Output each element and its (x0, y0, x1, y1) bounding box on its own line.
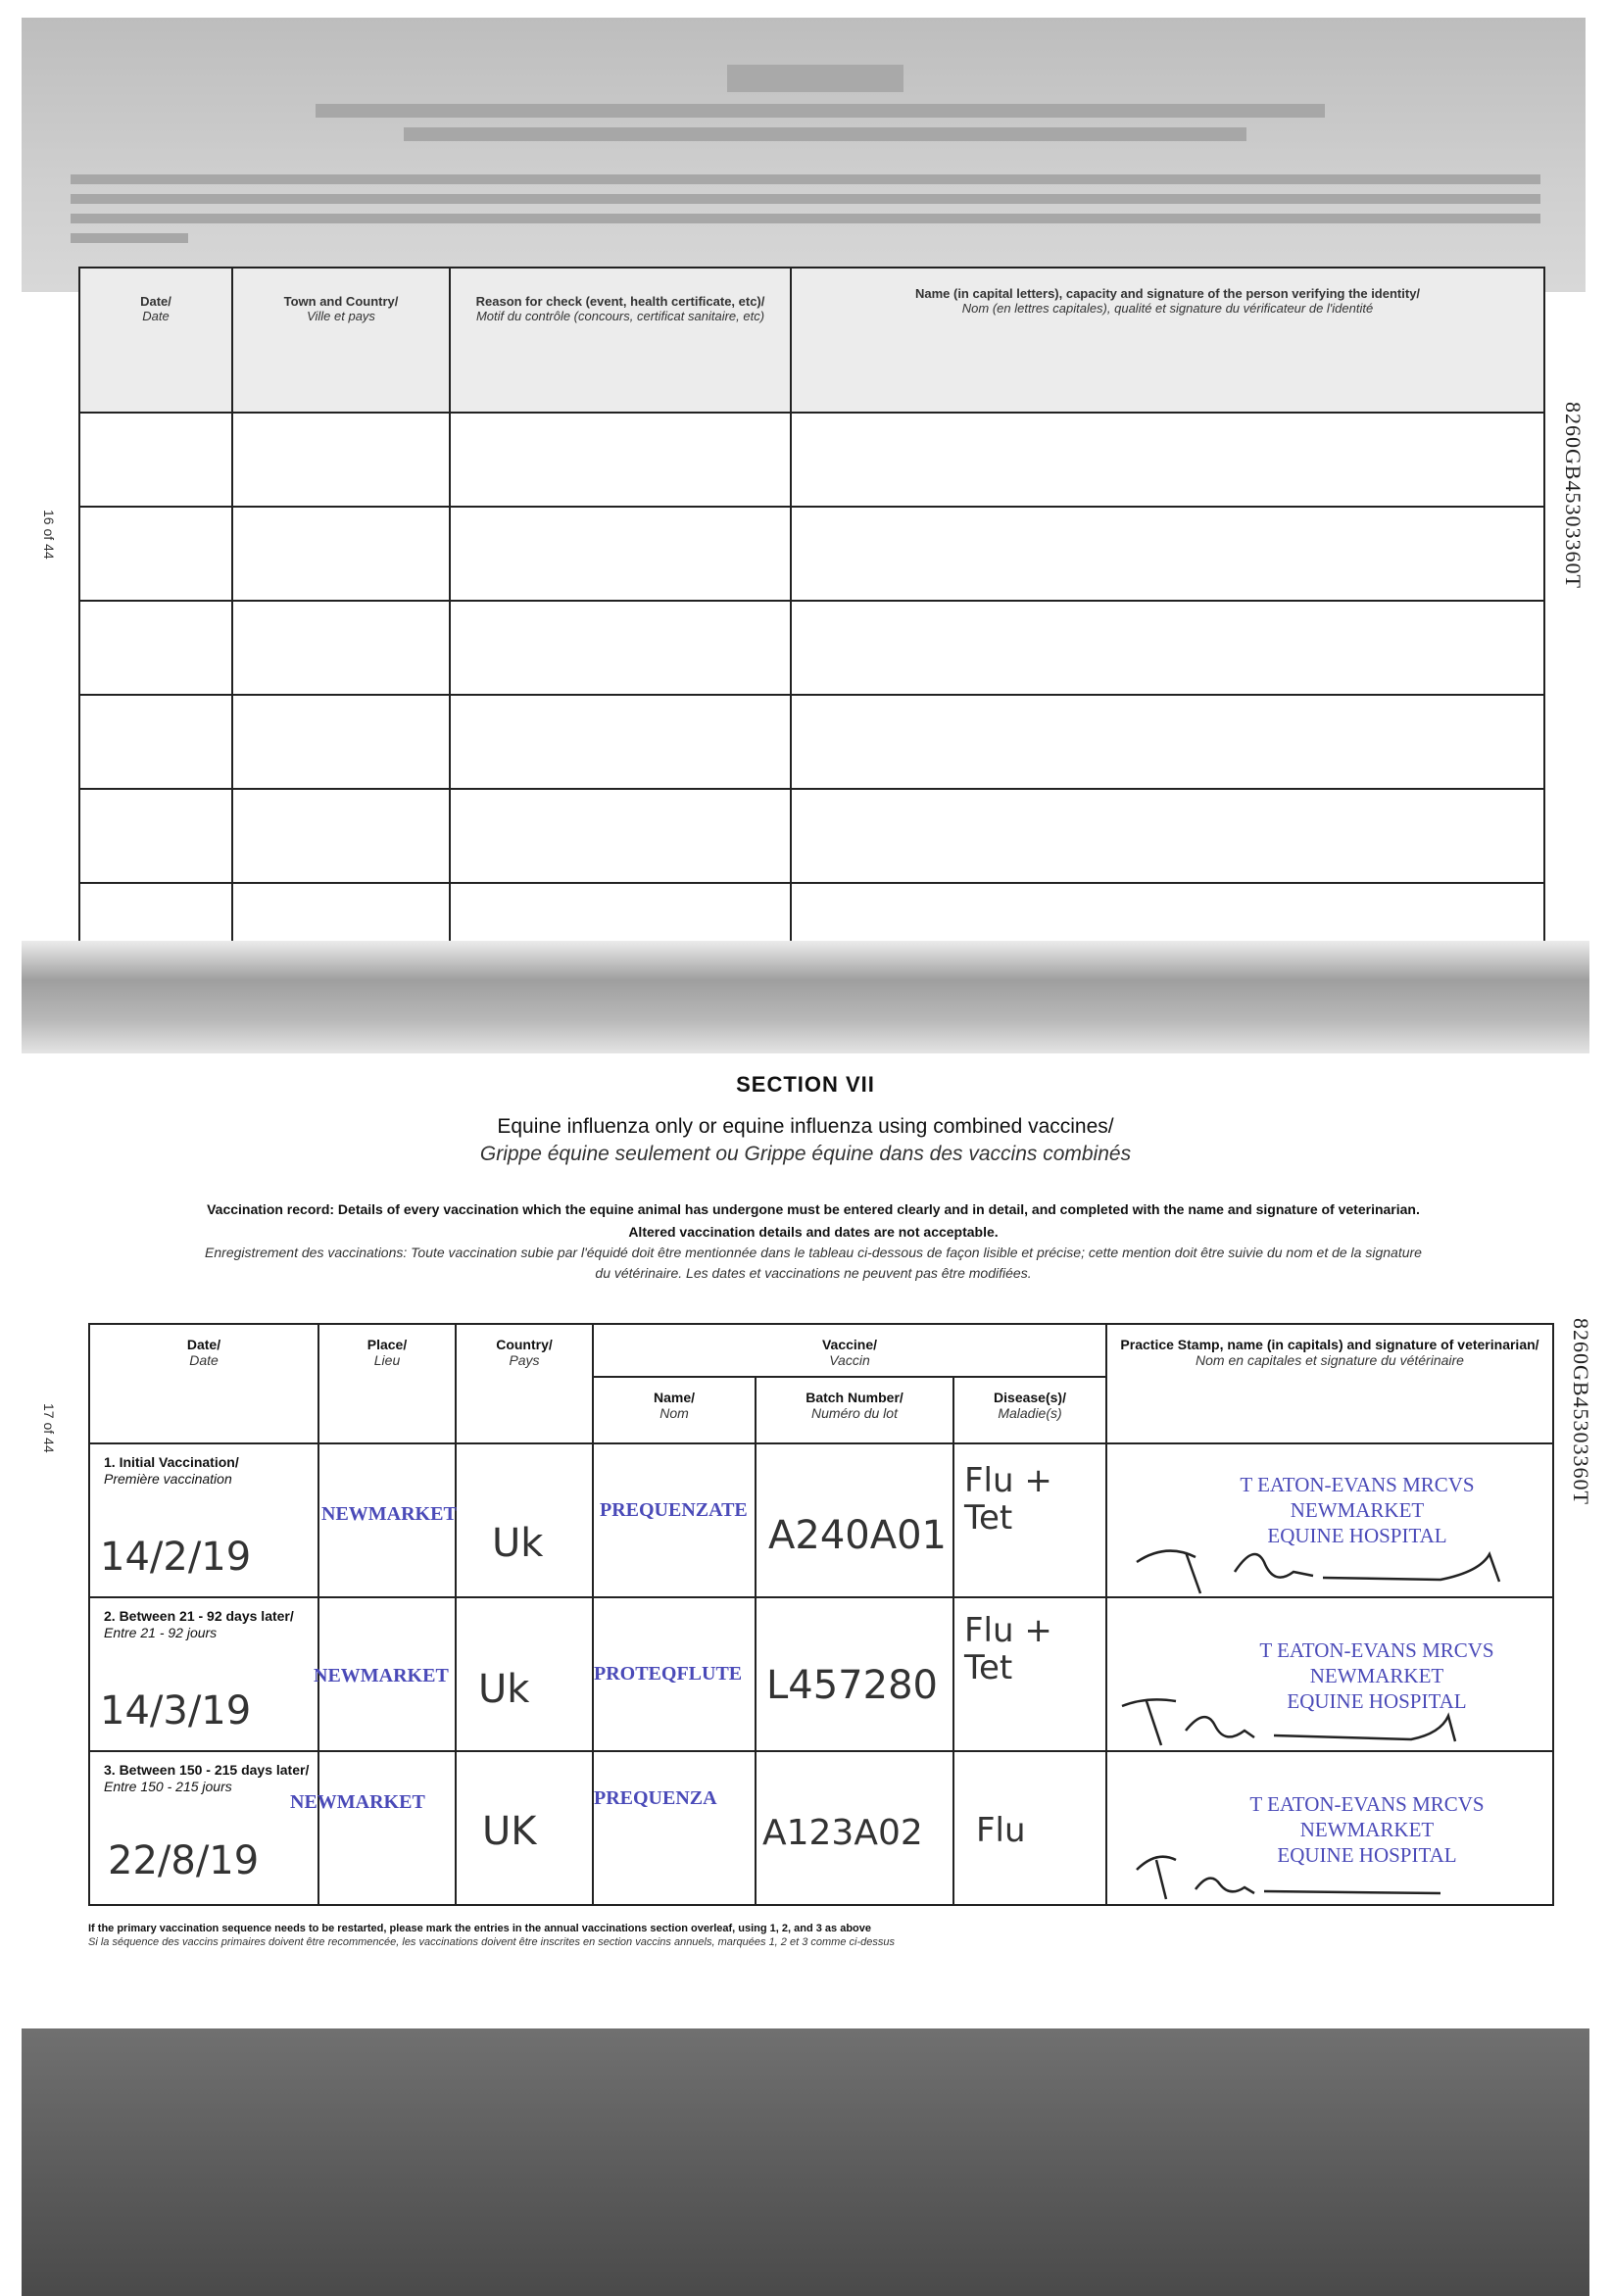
cell-country (456, 1751, 593, 1905)
vet-signature (1117, 1840, 1529, 1904)
cell-batch (756, 1597, 953, 1751)
bottom-dark-band (22, 2028, 1589, 2296)
table-row (79, 413, 1544, 507)
header-disease: Disease(s)/ Maladie(s) (953, 1377, 1106, 1443)
table-row (79, 695, 1544, 789)
cell-date: 3. Between 150 - 215 days later/ Entre 150 - 215 jours 22/8/19 (89, 1751, 318, 1905)
header-vaccine-name: Name/ Nom (593, 1377, 756, 1443)
section-subtitle-fr: Grippe équine seulement ou Grippe équine dans des vaccins combinés (479, 1143, 1132, 1165)
header-batch-number: Batch Number/ Numéro du lot (756, 1377, 953, 1443)
instructions-en: Vaccination record: Details of every vaccination which the equine animal has undergone must be entered clearly and in detail, and completed with the name and signature of veterinarian. (207, 1201, 1420, 1217)
obscured-line (404, 127, 1246, 141)
handwritten-disease: Flu (976, 1811, 1026, 1850)
top-gray-band (22, 18, 1586, 292)
cell-place (290, 1751, 456, 1905)
cell-batch (756, 1751, 953, 1905)
cell-vaccine-name (593, 1751, 756, 1905)
page-number-top: 16 of 44 (41, 510, 57, 560)
handwritten-batch: A123A02 (762, 1813, 923, 1853)
vaccine-stamp: PREQUENZA (594, 1787, 717, 1809)
section-header-obscured (727, 65, 903, 92)
table-row (89, 1443, 1553, 1597)
handwritten-batch: A240A01 (768, 1513, 947, 1558)
header-reason: Reason for check (event, health certificate, etc)/ Motif du contrôle (concours, certificat sanitaire, etc) (450, 268, 791, 413)
cell-country (456, 1443, 593, 1597)
handwritten-date: 14/3/19 (100, 1688, 252, 1734)
header-place: Place/ Lieu (318, 1324, 456, 1443)
place-stamp: NEWMARKET (290, 1791, 425, 1813)
mid-gray-band (22, 941, 1589, 1053)
cell-disease (953, 1597, 1106, 1751)
footnote-fr: Si la séquence des vaccins primaires doivent être recommencée, les vaccinations doivent être inscrites en section vaccins annuels, marquées 1, 2 et 3 comme ci-dessus (88, 1936, 895, 1948)
header-vaccine: Vaccine/ Vaccin (593, 1324, 1106, 1377)
header-practice-stamp: Practice Stamp, name (in capitals) and signature of veterinarian/ Nom en capitales et signature du vétérinaire (1106, 1324, 1553, 1443)
cell-practice-stamp (1106, 1597, 1553, 1751)
vet-signature (1117, 1677, 1529, 1750)
handwritten-country: Uk (478, 1667, 530, 1712)
instructions-fr-2: du vétérinaire. Les dates et vaccinations ne peuvent pas être modifiées. (595, 1265, 1032, 1281)
obscured-line (71, 194, 1540, 204)
cell-disease (953, 1443, 1106, 1597)
cell-disease (953, 1751, 1106, 1905)
handwritten-disease: Flu + Tet (964, 1461, 1052, 1538)
header-country: Country/ Pays (456, 1324, 593, 1443)
instructions-en-2: Altered vaccination details and dates are not acceptable. (628, 1224, 999, 1240)
table-row (89, 1751, 1553, 1905)
section-subtitle-en: Equine influenza only or equine influenza using combined vaccines/ (497, 1115, 1114, 1138)
page-number-bottom: 17 of 44 (41, 1403, 57, 1453)
cell-practice-stamp (1106, 1751, 1553, 1905)
handwritten-batch: L457280 (766, 1663, 938, 1708)
cell-date: 1. Initial Vaccination/ Première vaccination 14/2/19 (89, 1443, 318, 1597)
vet-stamp: T EATON-EVANS MRCVS NEWMARKET EQUINE HOSPITAL (1240, 1473, 1475, 1547)
obscured-line (71, 233, 188, 243)
handwritten-date: 22/8/19 (108, 1838, 260, 1883)
cell-vaccine-name (593, 1443, 756, 1597)
section-title: SECTION VII (736, 1072, 875, 1097)
vaccine-stamp: PROTEQFLUTE (594, 1663, 743, 1685)
obscured-line (71, 174, 1540, 184)
vaccination-table (88, 1323, 1554, 1906)
vaccine-stamp: PREQUENZATE (600, 1499, 748, 1521)
table-row (79, 601, 1544, 695)
cell-vaccine-name (593, 1597, 756, 1751)
cell-practice-stamp (1106, 1443, 1553, 1597)
identity-check-table (78, 267, 1545, 978)
handwritten-country: Uk (492, 1521, 544, 1566)
side-code-bottom: 8260GB45303360T (1569, 1318, 1593, 1505)
header-date: Date/ Date (79, 268, 232, 413)
table-row (79, 507, 1544, 601)
place-stamp: NEWMARKET (314, 1665, 449, 1686)
obscured-line (71, 214, 1540, 223)
handwritten-disease: Flu + Tet (964, 1611, 1052, 1687)
table-row (79, 789, 1544, 883)
vet-stamp: T EATON-EVANS MRCVS NEWMARKET EQUINE HOSPITAL (1259, 1638, 1494, 1713)
cell-date: 2. Between 21 - 92 days later/ Entre 21 - 92 jours 14/3/19 (89, 1597, 318, 1751)
header-verifier: Name (in capital letters), capacity and signature of the person verifying the identity/ Nom (en lettres capitales), qualité et signature du vérificateur de l'identité (791, 268, 1544, 413)
cell-place (314, 1597, 456, 1751)
header-date: Date/ Date (89, 1324, 318, 1443)
cell-batch (756, 1443, 953, 1597)
table-row (89, 1597, 1553, 1751)
vet-stamp: T EATON-EVANS MRCVS NEWMARKET EQUINE HOSPITAL (1249, 1792, 1485, 1867)
cell-country (456, 1597, 593, 1751)
instructions-fr: Enregistrement des vaccinations: Toute vaccination subie par l'équidé doit être mentionnée dans le tableau ci-dessous de façon lisible et précise; cette mention doit être suivie du nom et de la signature (205, 1245, 1422, 1260)
footnote-en: If the primary vaccination sequence needs to be restarted, please mark the entries in the annual vaccinations section overleaf, using 1, 2, and 3 as above (88, 1923, 872, 1934)
place-stamp: NEWMARKET (321, 1503, 457, 1525)
cell-place (318, 1443, 456, 1597)
obscured-line (316, 104, 1325, 118)
handwritten-date: 14/2/19 (100, 1535, 252, 1580)
handwritten-country: UK (482, 1809, 537, 1854)
header-town-country: Town and Country/ Ville et pays (232, 268, 450, 413)
vet-signature (1127, 1503, 1538, 1596)
side-code-top: 8260GB45303360T (1561, 402, 1586, 589)
